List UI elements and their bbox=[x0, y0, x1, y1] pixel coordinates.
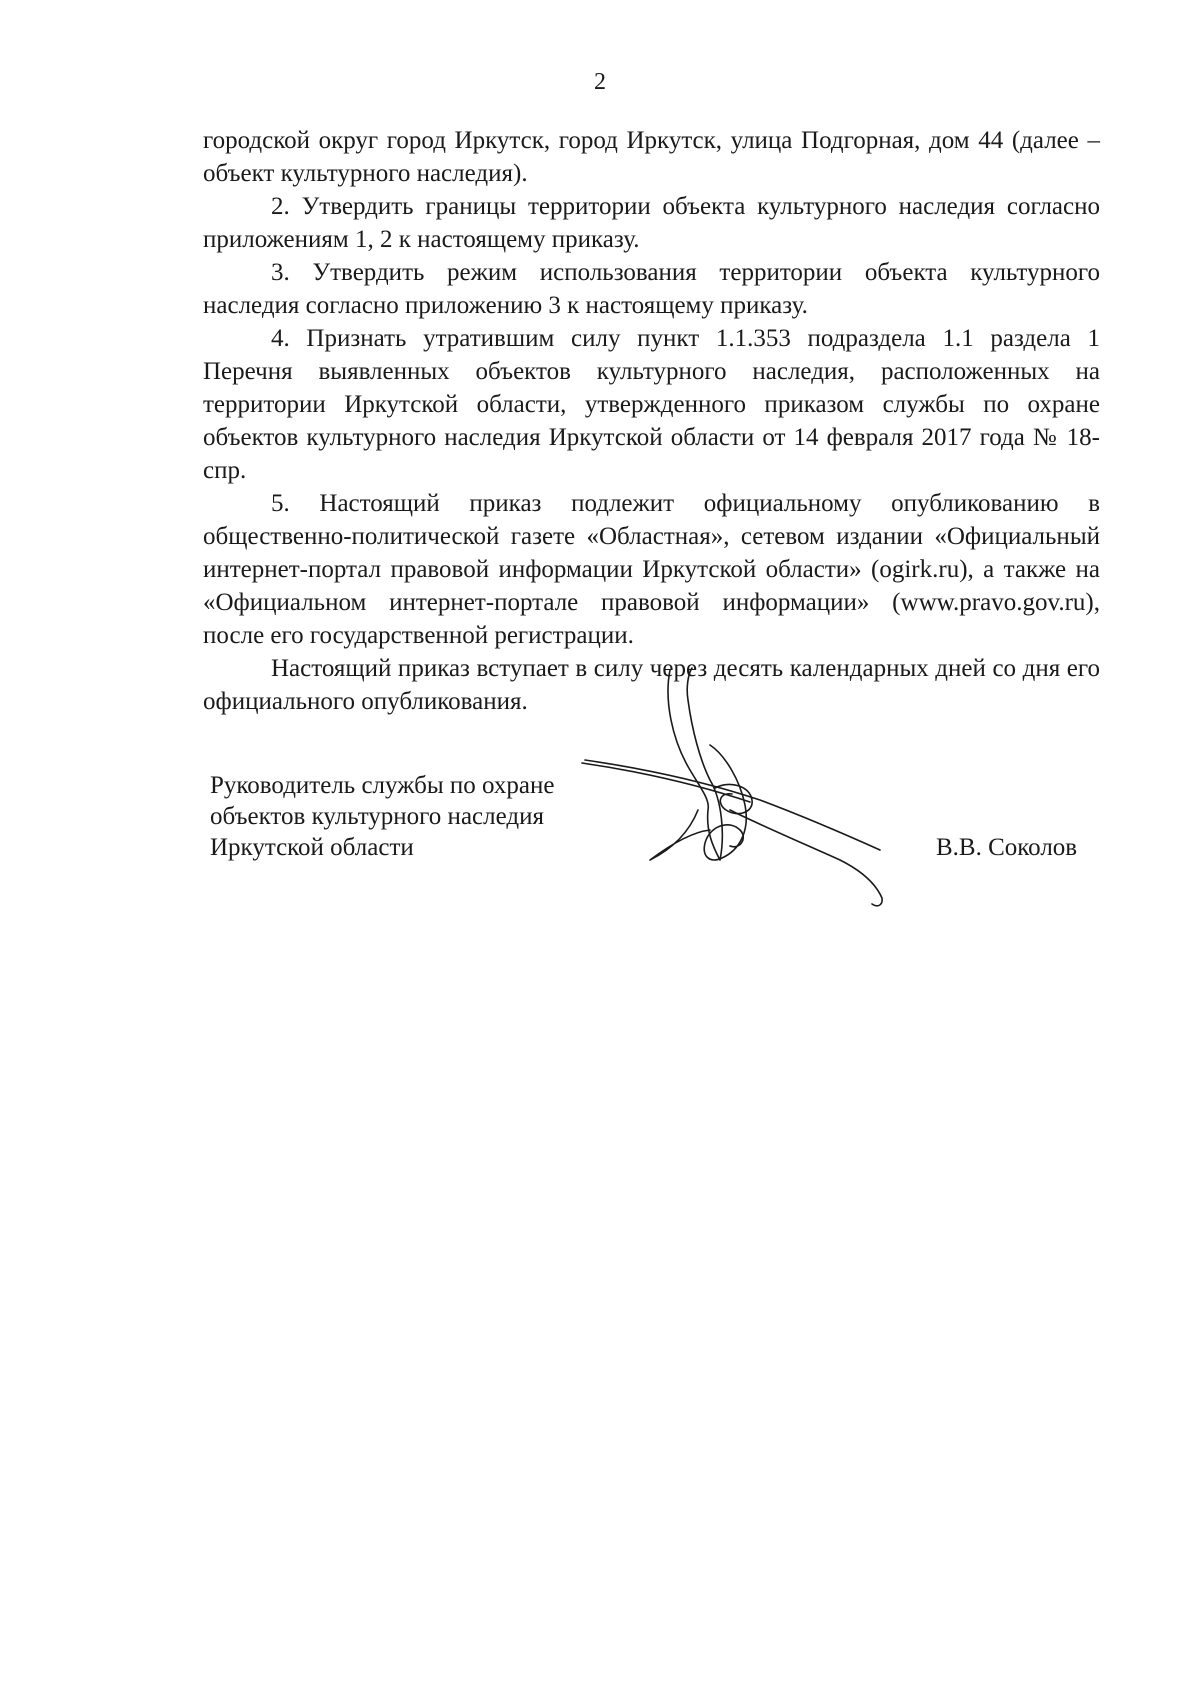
signer-name: В.В. Соколов bbox=[936, 834, 1078, 861]
document-body bbox=[203, 120, 1100, 718]
page-number: 2 bbox=[594, 69, 606, 95]
signatory-title-line-2: объектов культурного наследия bbox=[210, 803, 544, 830]
signatory-title-line-3: Иркутской области bbox=[210, 834, 414, 861]
paragraph-continuation: городской округ город Иркутск, город Иркутск, улица Подгорная, дом 44 (далее – объект культурного наследия). bbox=[203, 127, 1100, 187]
handwritten-signature bbox=[560, 660, 930, 950]
paragraph-item-3: 3. Утвердить режим использования территории объекта культурного наследия согласно приложению 3 к настоящему приказу. bbox=[203, 259, 1100, 319]
paragraph-item-4: 4. Признать утратившим силу пункт 1.1.353 подраздела 1.1 раздела 1 Перечня выявленных объектов культурного наследия, расположенных на территории Иркутской области, утвержденного приказом службы по охране объектов культурного наследия Иркутской области от 14 февраля 2017 года № 18-спр. bbox=[203, 325, 1100, 484]
paragraph-item-2: 2. Утвердить границы территории объекта культурного наследия согласно приложениям 1, 2 к настоящему приказу. bbox=[203, 193, 1100, 253]
signatory-title bbox=[210, 770, 554, 863]
paragraph-item-5: 5. Настоящий приказ подлежит официальному опубликованию в общественно-политической газете «Областная», сетевом издании «Официальный интернет-портал правовой информации Иркутской области» (ogirk.ru), а также на «Официальном интернет-портале правовой информации» (www.pravo.gov.ru), после его государственной регистрации. bbox=[203, 490, 1100, 649]
paragraph-effective-date: Настоящий приказ вступает в силу через десять календарных дней со дня его официального опубликования. bbox=[203, 655, 1100, 715]
signatory-title-line-1: Руководитель службы по охране bbox=[210, 772, 555, 799]
